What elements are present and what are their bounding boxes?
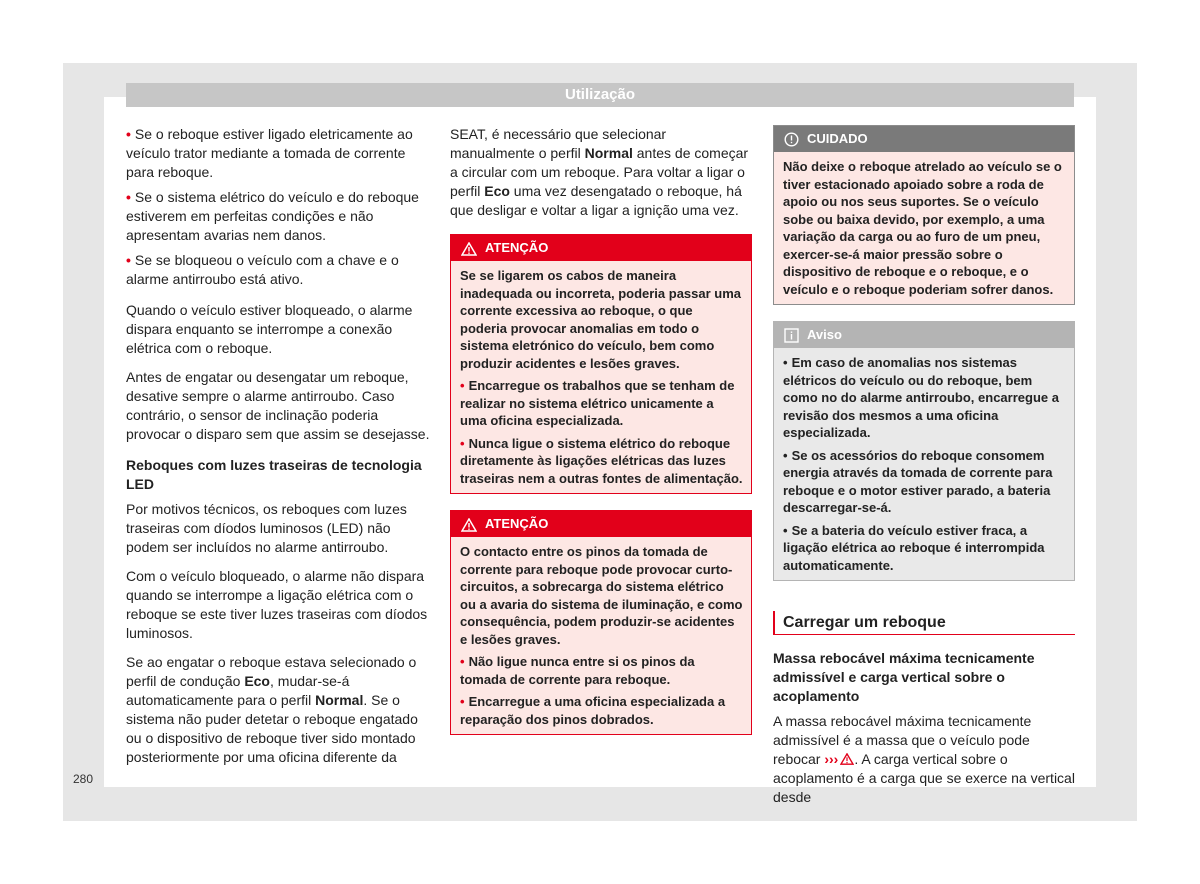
- column-1: [126, 125, 430, 777]
- bullet-icon: •: [460, 694, 465, 709]
- info-icon: [784, 328, 799, 343]
- paragraph: Se ao engatar o reboque estava selecionado o perfil de condução Eco, mudar-se-á automaticamente para o perfil Normal. Se o sistema não puder detetar o reboque engatado ou o dispositivo de reboque tiver sido montado posteriormente por uma oficina diferente da: [126, 654, 418, 765]
- subheading: Reboques com luzes traseiras de tecnologia LED: [126, 457, 422, 492]
- list-item: • Se a bateria do veículo estiver fraca, a ligação elétrica ao reboque é interrompida automaticamente.: [783, 522, 1045, 573]
- column-3: [773, 125, 1075, 817]
- warning-triangle-icon: [461, 518, 477, 532]
- cross-reference-arrows[interactable]: ›››: [824, 751, 839, 767]
- column-2: [450, 125, 752, 751]
- bullet-icon: •: [126, 126, 131, 142]
- list-item: • Se o reboque estiver ligado eletricamente ao veículo trator mediante a tomada de corrente para reboque.: [126, 126, 413, 180]
- warning-box: [450, 234, 752, 494]
- bullet-icon: •: [783, 447, 788, 463]
- list-item: • Encarregue os trabalhos que se tenham de realizar no sistema elétrico unicamente a uma oficina especializada.: [460, 378, 735, 428]
- bullet-icon: •: [126, 252, 131, 268]
- paragraph: SEAT, é necessário que selecionar manualmente o perfil Normal antes de começar a circular com um reboque. Para voltar a ligar o perfil Eco uma vez desengatado o reboque, há que desligar e voltar a ligar a ignição uma vez.: [450, 126, 749, 218]
- bullet-icon: •: [460, 435, 465, 451]
- note-header: Aviso: [774, 322, 1074, 348]
- page-number: 280: [73, 772, 94, 786]
- list-item: • Encarregue a uma oficina especializada a reparação dos pinos dobrados.: [460, 694, 726, 727]
- list-item: • Nunca ligue o sistema elétrico do reboque diretamente às ligações elétricas das luzes traseiras nem a outras fontes de alimentação.: [460, 435, 743, 486]
- bullet-icon: •: [783, 355, 788, 370]
- bullet-icon: •: [126, 189, 131, 205]
- paragraph: Por motivos técnicos, os reboques com luzes traseiras com díodos luminosos (LED) não podem ser incluídos no alarme antirroubo.: [126, 501, 407, 555]
- chapter-title: Utilização: [564, 86, 636, 103]
- bullet-icon: •: [460, 654, 465, 669]
- warning-box: [450, 510, 752, 735]
- exclamation-circle-icon: [784, 132, 799, 147]
- paragraph: Com o veículo bloqueado, o alarme não dispara quando se interrompe a ligação elétrica com o reboque se este tiver luzes traseiras com díodos luminosos.: [126, 568, 428, 641]
- chapter-header-bar: [126, 83, 1074, 107]
- warning-triangle-icon: [461, 242, 477, 256]
- subheading: Massa rebocável máxima tecnicamente admissível e carga vertical sobre o acoplamento: [773, 650, 1035, 704]
- warning-header: ATENÇÃO: [451, 235, 751, 261]
- list-item: • Se os acessórios do reboque consomem energia através da tomada de corrente para reboque e o motor estiver parado, a bateria descarregar-se-á.: [783, 447, 1053, 515]
- list-item: • Em caso de anomalias nos sistemas elétricos do veículo ou do reboque, bem como no do alarme antirroubo, encarregue a revisão dos mesmos a uma oficina especializada.: [783, 355, 1059, 440]
- warning-body: O contacto entre os pinos da tomada de corrente para reboque pode provocar curto-circuitos, a sobrecarga do sistema elétrico ou a avaria do sistema de iluminação, e como consequência, podem produzir-se acidentes e lesões graves. • Não ligue nunca entre si os pinos da tomada de corrente para reboque. • Encarregue a uma oficina especializada a reparação dos pinos dobrados.: [451, 537, 751, 734]
- list-item: • Se o sistema elétrico do veículo e do reboque estiverem em perfeitas condições e não apresentam avarias nem danos.: [126, 189, 419, 243]
- list-item: • Se se bloqueou o veículo com a chave e o alarme antirroubo está ativo.: [126, 252, 399, 287]
- section-title: Carregar um reboque: [773, 611, 1075, 635]
- paragraph: A massa rebocável máxima tecnicamente admissível é a massa que o veículo pode rebocar ››› . A carga vertical sobre o acoplamento é a carga que se exerce na vertical desde: [773, 713, 1075, 805]
- caution-header: CUIDADO: [774, 126, 1074, 152]
- paragraph: Antes de engatar ou desengatar um reboque, desative sempre o alarme antirroubo. Caso contrário, o sensor de inclinação poderia provocar o disparo sem que assim se desejasse.: [126, 369, 430, 442]
- note-body: [774, 348, 1074, 580]
- caution-body: Não deixe o reboque atrelado ao veículo se o tiver estacionado apoiado sobre a roda de apoio ou nos seus suportes. Se o veículo sobe ou baixa devido, por exemplo, a uma variação da carga ou ao furo de um pneu, exercer-se-á maior pressão sobre o dispositivo de reboque e o reboque, e o veículo e o reboque poderiam sofrer danos.: [774, 152, 1074, 304]
- note-box: [773, 321, 1075, 581]
- bullet-icon: •: [460, 378, 465, 393]
- list-item: • Não ligue nunca entre si os pinos da tomada de corrente para reboque.: [460, 654, 695, 687]
- paragraph: Quando o veículo estiver bloqueado, o alarme dispara enquanto se interrompe a conexão elétrica com o reboque.: [126, 302, 413, 356]
- caution-box: [773, 125, 1075, 305]
- warning-triangle-icon: [840, 753, 854, 765]
- bullet-icon: •: [783, 522, 788, 538]
- warning-body: Se se ligarem os cabos de maneira inadequada ou incorreta, poderia passar uma corrente excessiva ao reboque, o que poderia provocar anomalias em todo o sistema eletrónico do veículo, bem como produzir acidentes e lesões graves. • Encarregue os trabalhos que se tenham de realizar no sistema elétrico unicamente a uma oficina especializada. • Nunca ligue o sistema elétrico do reboque diretamente às ligações elétricas das luzes traseiras nem a outras fontes de alimentação.: [451, 261, 751, 493]
- warning-header: ATENÇÃO: [451, 511, 751, 537]
